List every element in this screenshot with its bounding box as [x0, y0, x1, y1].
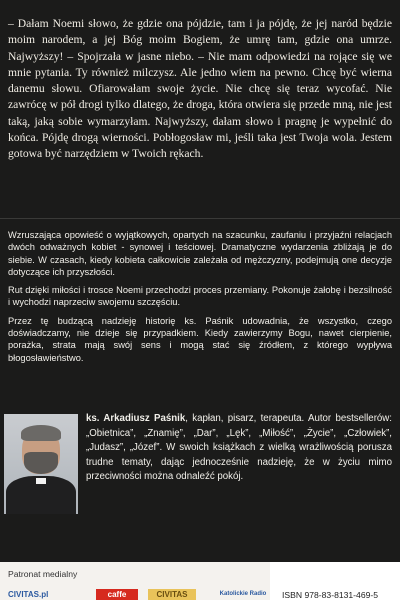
author-name: ks. Arkadiusz Paśnik	[86, 413, 186, 424]
description-block	[8, 229, 392, 370]
quote-text: – Dałam Noemi słowo, że gdzie ona pójdzie, tam i ja pójdę, że jej naród będzie moim narodem, a jej Bóg moim Bogiem, że umrę tam, gdzie ona umrze. Najwyższy! – Spojrzała w jasne niebo. – Nie mam odpowiedzi na rojące się we mnie pytania. Ty również milczysz. Ale jedno wiem na pewno. Chcę być wierna danemu słowu. Ofiarowałam swoje życie. Nie chcę się teraz wycofać. Nie zawrócę w pół drogi tylko dlatego, że droga, która otwiera się przede mną, nie jest taką, jaką sobie wymarzyłam. Najwyższy, dałam słowo i pragnę je wypełnić do końca. Pójdę drogą wierności. Pobłogosław mi, jeśli taka jest Twoja wola. Jestem gotowa być narzędziem w Twoich rękach.	[8, 17, 392, 161]
logo-civitas: CIVITAS	[148, 589, 196, 600]
author-section	[0, 400, 400, 520]
media-logos	[8, 589, 268, 600]
photo-hair-shape	[21, 425, 61, 441]
description-paragraph-2: Rut dzięki miłości i trosce Noemi przechodzi proces przemiany. Pokonuje żałobę i bezsilność i wychodzi naprzeciw swojemu szczęściu.	[8, 285, 392, 308]
logo-civitas-pl: CIVITAS.pl	[8, 590, 49, 599]
description-paragraph-1: Wzruszająca opowieść o wyjątkowych, opartych na szacunku, zaufaniu i przyjaźni relacjach dwóch odważnych kobiet - synowej i teściowej. Dramatyczne wydarzenia zbliżają je do siebie. W czasach, kiedy kobieta całkowicie zależała od mężczyzny, podejmują one decyzje dotyczące ich przyszłości.	[8, 230, 392, 277]
author-bio-text: , kapłan, pisarz, terapeuta. Autor bestsellerów: „Obietnica”, „Znamię”, „Dar”, „Lęk”, „Miłość”, „Życie”, „Człowiek”, „Judasz”, „Józef”. W swoich książkach z wielką wrażliwością porusza trudne tematy, dając jednocześnie nadzieję, że w życiu mimo przeciwności można odnaleźć pokój.	[86, 413, 392, 483]
photo-collar-shape	[36, 478, 46, 484]
isbn-number: ISBN 978-83-8131-469-5	[282, 590, 379, 600]
isbn-box	[270, 562, 400, 600]
author-photo	[4, 414, 78, 514]
logo-radio: Katolickie Radio	[219, 591, 267, 597]
description-paragraph-3: Przez tę budzącą nadzieję historię ks. Paśnik udowadnia, że wszystko, czego doświadczamy, nie dzieje się przypadkiem. Kiedy zawierzymy Bogu, nawet cierpienie, porażka, strata mają swój sens i mogą stać się źródłem, z którego wypływa błogosławieństwo.	[8, 315, 392, 363]
patronat-label: Patronat medialny	[8, 569, 78, 579]
section-divider	[0, 218, 400, 219]
footer-strip	[0, 562, 400, 600]
photo-beard-shape	[24, 452, 58, 474]
quote-block	[8, 16, 392, 163]
author-bio	[86, 412, 392, 485]
logo-caffe: caffe	[96, 589, 138, 600]
